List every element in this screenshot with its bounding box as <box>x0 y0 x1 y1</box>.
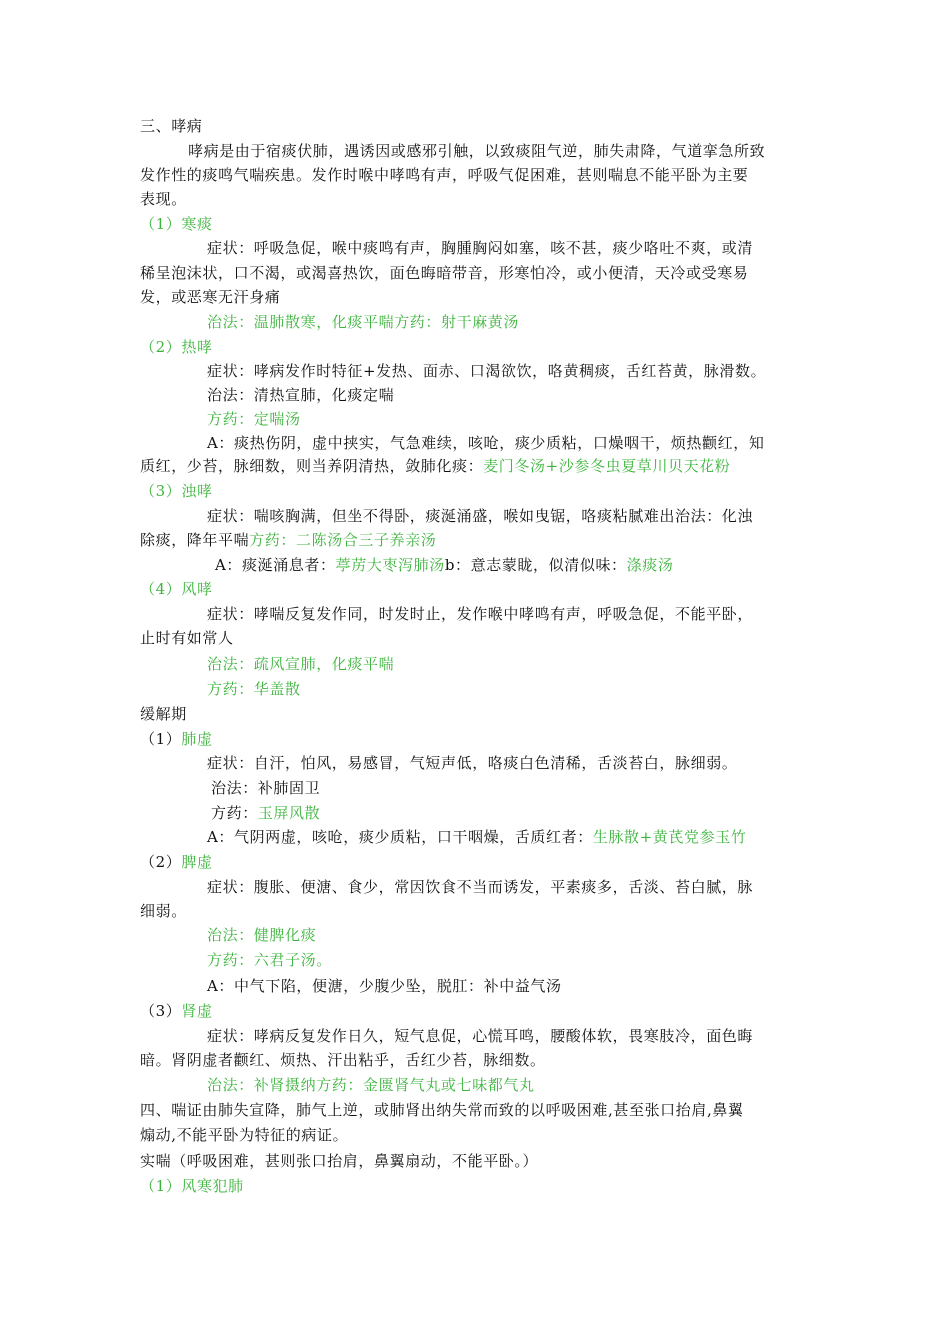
subheading-hantan: （1）寒痰 <box>140 215 213 233</box>
paragraph-line: 症状：呼吸急促，喉中痰鸣有声，胸腫胸闷如塞，咳不甚，痰少咯吐不爽，或清 <box>207 239 754 257</box>
subheading-shenxu: （3）肾虚 <box>140 1002 213 1020</box>
prescription-highlight: 方药：二陈汤合三子养亲汤 <box>249 531 437 549</box>
paragraph-line: 症状：哮喘反复发作同，时发时止，发作喉中哮鸣有声，呼吸急促，不能平卧， <box>207 605 754 623</box>
paragraph-line: 症状：哮病发作时特征+发热、面赤、口渴欲饮，咯黄稠痰，舌红苔黄，脉滑数。 <box>207 362 767 380</box>
subheading-fengxiao: （4）风哮 <box>140 580 213 598</box>
prescription-highlight: 葶苈大枣泻肺汤 <box>335 556 445 574</box>
paragraph-line: A：痰涎涌息者：葶苈大枣泻肺汤b：意志蒙眬，似清似味：涤痰汤 <box>215 556 674 574</box>
paragraph-line: 症状：哮病反复发作日久，短气息促，心慌耳鸣，腰酸体软，畏寒肢冷，面色晦 <box>207 1027 754 1045</box>
paragraph-line: A：中气下陷，便溏，少腹少坠，脱肛：补中益气汤 <box>207 977 562 995</box>
prescription-line: 方药：六君子汤。 <box>207 951 332 969</box>
section-heading-huanjieqi: 缓解期 <box>140 705 187 723</box>
paragraph-line: 除痰，降年平喘方药：二陈汤合三子养亲汤 <box>140 531 437 549</box>
subheading-pixu: （2）脾虚 <box>140 853 213 871</box>
paragraph-line: 煽动,不能平卧为特征的病证。 <box>140 1126 349 1144</box>
subheading-feixu: （1）肺虚 <box>140 730 213 748</box>
prescription-highlight: 涤痰汤 <box>626 556 674 574</box>
paragraph-line: 发作性的痰鸣气喘疾患。发作时喉中哮鸣有声，呼吸气促困难，甚则喘息不能平卧为主要 <box>140 166 749 184</box>
paragraph-line: 症状：腹胀、便溏、食少，常因饮食不当而诱发，平素痰多，舌淡、苔白腻，脉 <box>207 878 754 896</box>
paragraph-line: 止时有如常人 <box>140 629 234 647</box>
paragraph-line: 发，或恶寒无汗身痛 <box>140 288 281 306</box>
paragraph-line: 暗。肾阴虚者颧红、烦热、汗出粘乎，舌红少苔，脉细数。 <box>140 1051 546 1069</box>
prescription-line: 方药：玉屏风散 <box>211 804 321 822</box>
prescription-highlight: 麦门冬汤+沙参冬虫夏草川贝天花粉 <box>483 457 731 475</box>
paragraph-line: 稀呈泡沫状，口不渴，或渴喜热饮，面色晦暗带音，形寒怕冷，或小便清，天冷或受寒易 <box>140 264 749 282</box>
paragraph-line: 治法：清热宣肺，化痰定喘 <box>207 386 395 404</box>
treatment-line: 治法：疏风宣肺，化痰平喘 <box>207 655 395 673</box>
paragraph-line: 症状：喘咳胸满，但坐不得卧，痰涎涌盛，喉如曳锯，咯痰粘腻难出治法：化浊 <box>207 507 754 525</box>
section-heading-chuanzheng: 四、喘证由肺失宣降，肺气上逆，或肺肾出纳失常而致的以呼吸困难,甚至张口抬肩,鼻翼 <box>140 1101 744 1119</box>
paragraph-line: 症状：自汗，怕风，易感冒，气短声低，咯痰白色清稀，舌淡苔白，脉细弱。 <box>207 754 738 772</box>
paragraph-line: 表现。 <box>140 190 187 208</box>
paragraph-line: 细弱。 <box>140 902 187 920</box>
paragraph-line: 治法：补肺固卫 <box>211 779 321 797</box>
subheading-zhuoxiao: （3）浊哮 <box>140 482 213 500</box>
paragraph-line: 哮病是由于宿痰伏肺，遇诱因或感邪引触，以致痰阻气逆，肺失肃降，气道挛急所致 <box>188 142 766 160</box>
treatment-line: 治法：补肾摄纳方药：金匮肾气丸或七味都气丸 <box>207 1076 535 1094</box>
subheading-fenghanfanfei: （1）风寒犯肺 <box>140 1177 244 1195</box>
prescription-highlight: 生脉散+黄芪党参玉竹 <box>592 828 747 846</box>
paragraph-line: A：气阴两虚，咳呛，痰少质粘，口干咽燥，舌质红者：生脉散+黄芪党参玉竹 <box>207 828 747 846</box>
section-heading-xiaobing: 三、哮病 <box>140 117 203 135</box>
paragraph-line: A：痰热伤阴，虚中挟实，气急难续，咳呛，痰少质粘，口燥咽干，烦热颧红，知 <box>207 434 765 452</box>
treatment-line: 治法：健脾化痰 <box>207 926 317 944</box>
subheading-shichuan: 实喘（呼吸困难，甚则张口抬肩，鼻翼扇动，不能平卧。） <box>140 1152 539 1170</box>
prescription-line: 方药：定喘汤 <box>207 410 301 428</box>
treatment-line: 治法：温肺散寒，化痰平喘方药：射干麻黄汤 <box>207 313 520 331</box>
paragraph-line: 质红，少苔，脉细数，则当养阴清热，敛肺化痰：麦门冬汤+沙参冬虫夏草川贝天花粉 <box>140 457 731 475</box>
prescription-line: 方药：华盖散 <box>207 680 301 698</box>
subheading-rexiao: （2）热哮 <box>140 338 213 356</box>
